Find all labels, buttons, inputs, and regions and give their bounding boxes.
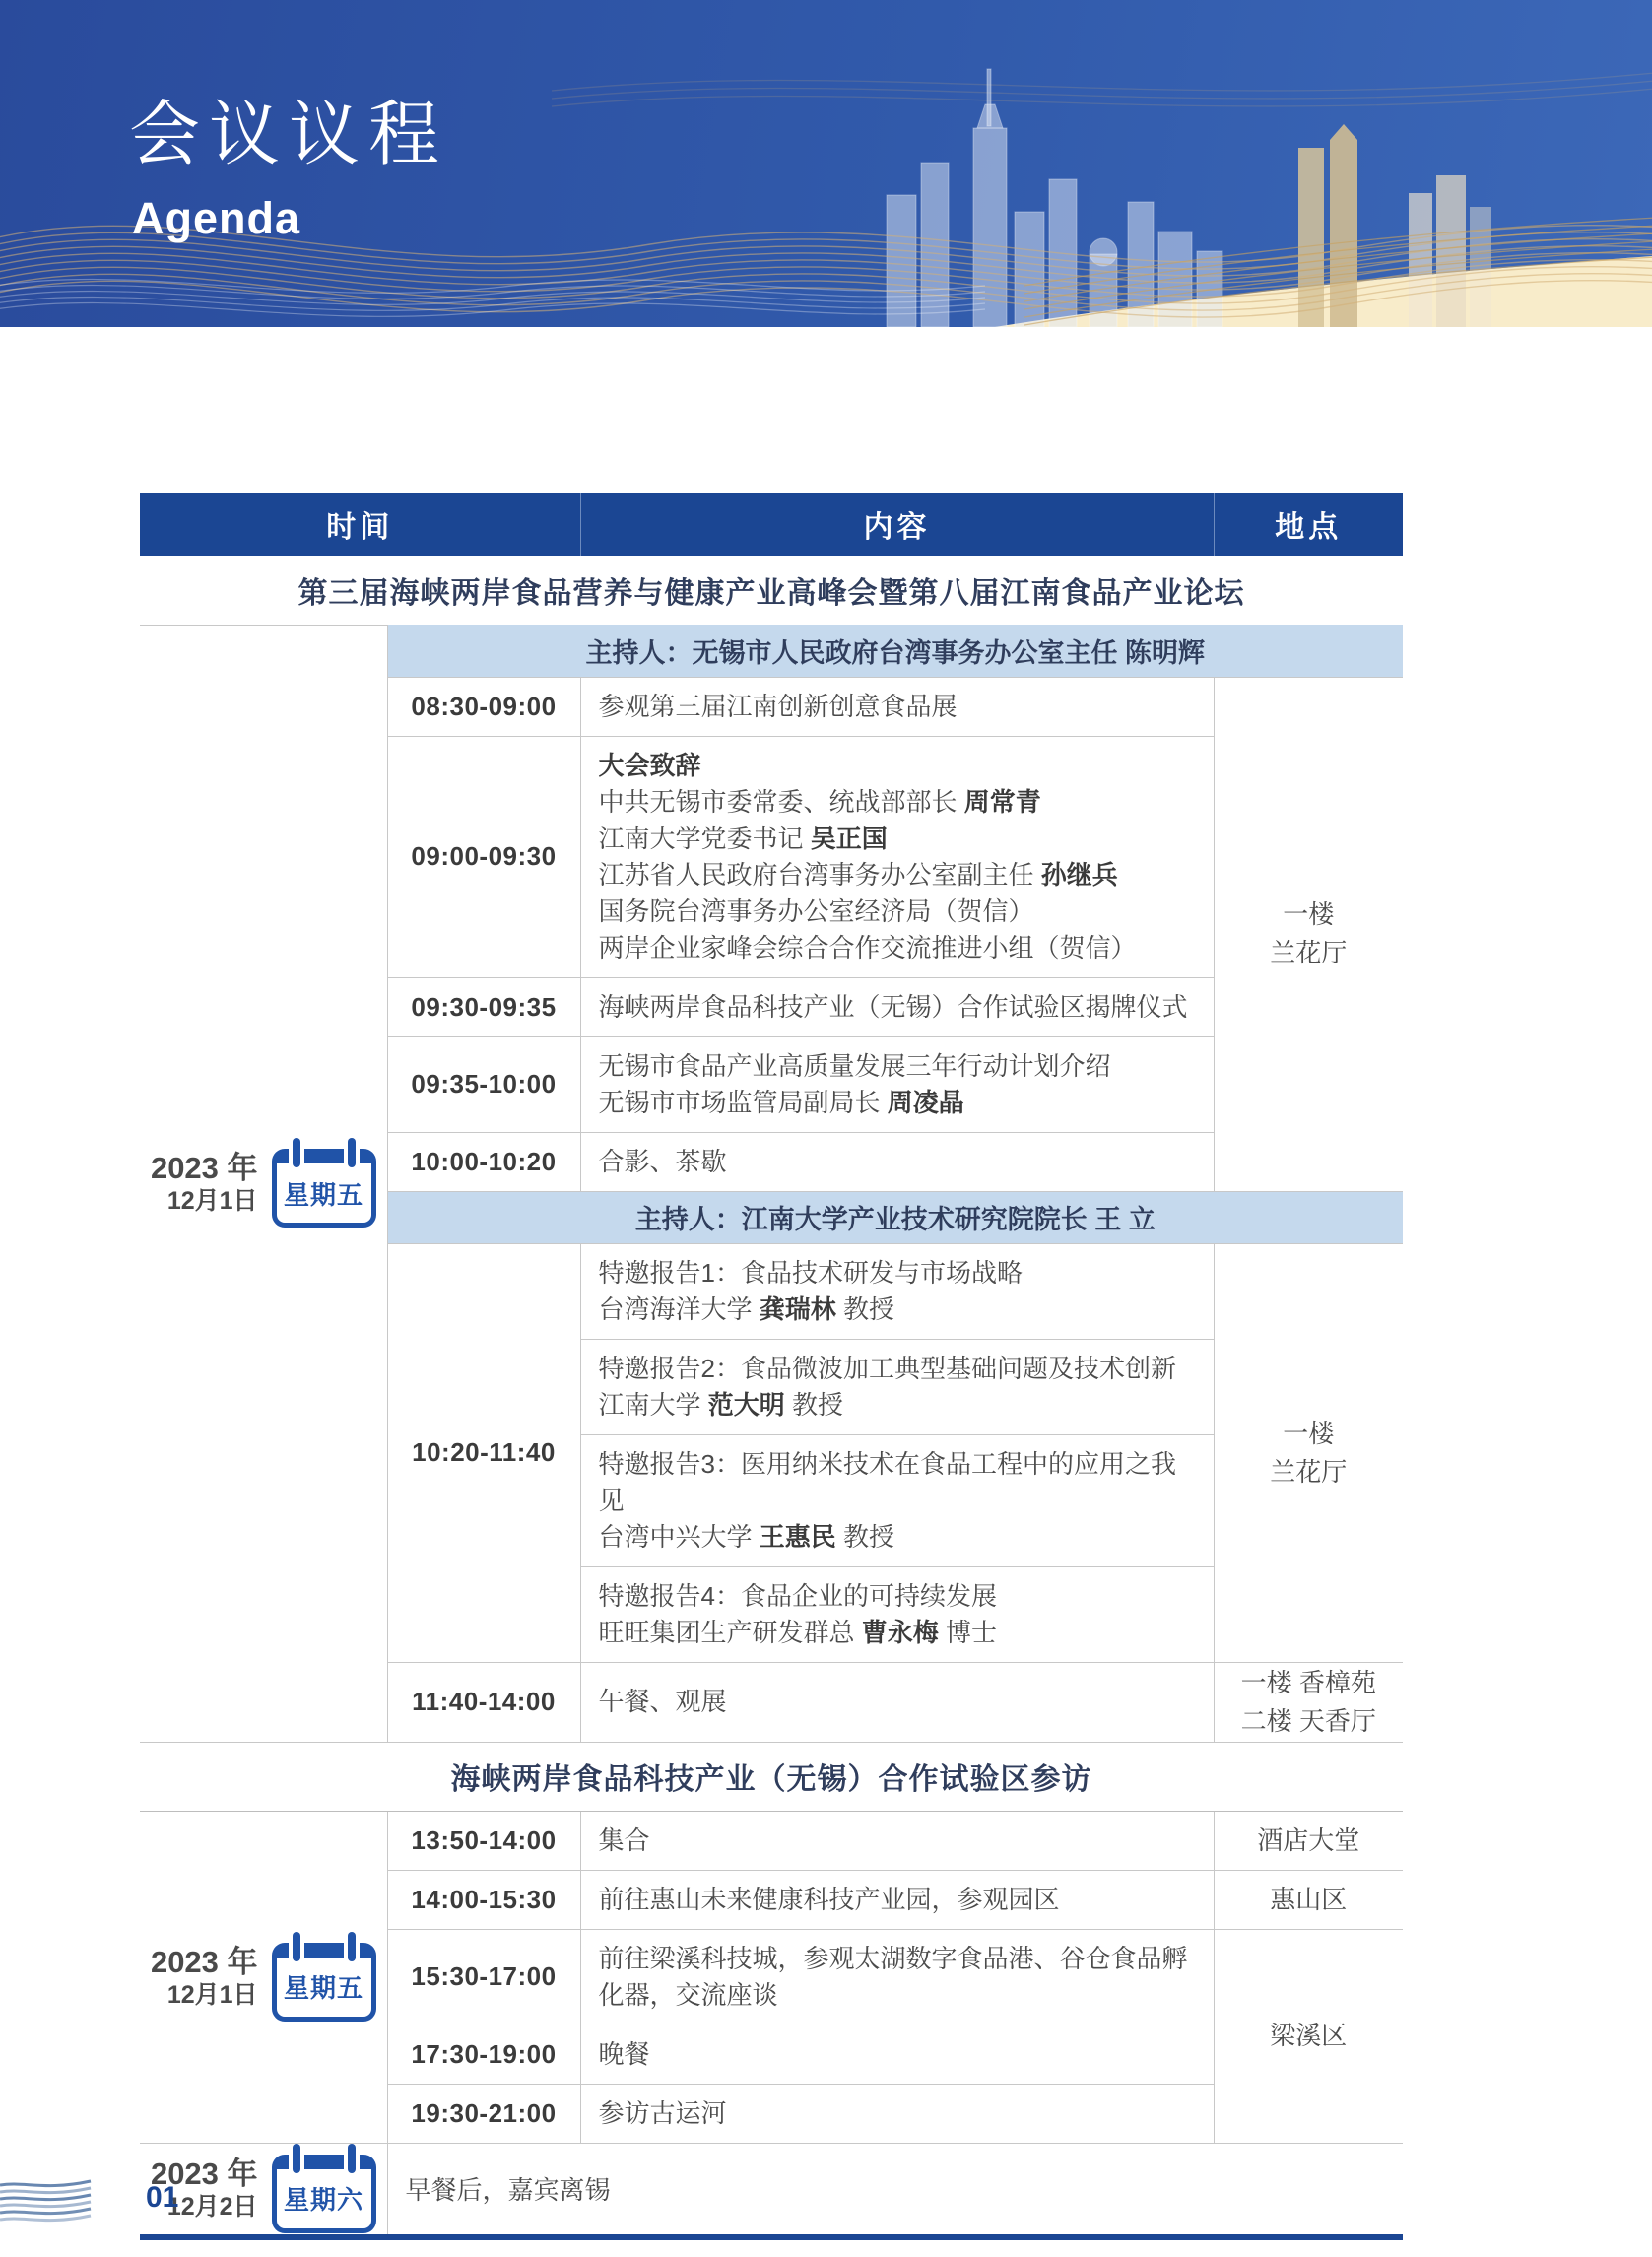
agenda-table-body xyxy=(140,556,1403,2237)
content-cell: 特邀报告3：医用纳米技术在食品工程中的应用之我见 台湾中兴大学 王惠民 教授 xyxy=(580,1434,1214,1566)
time-cell: 14:00-15:30 xyxy=(387,1870,580,1929)
content-cell: 无锡市食品产业高质量发展三年行动计划介绍 无锡市市场监管局副局长 周凌晶 xyxy=(580,1036,1214,1132)
date-label xyxy=(141,1933,386,2022)
weekday-label: 星期六 xyxy=(284,2185,364,2215)
content-cell: 晚餐 xyxy=(580,2025,1214,2084)
content-cell: 特邀报告4：食品企业的可持续发展 旺旺集团生产研发群总 曹永梅 博士 xyxy=(580,1566,1214,1662)
page-number: 01 xyxy=(146,2181,179,2214)
time-cell: 19:30-21:00 xyxy=(387,2084,580,2143)
time-cell: 10:20-11:40 xyxy=(387,1243,580,1662)
host-row xyxy=(140,625,1403,677)
content-cell: 特邀报告2：食品微波加工典型基础问题及技术创新 江南大学 范大明 教授 xyxy=(580,1339,1214,1434)
location-cell: 一楼 兰花厅 xyxy=(1214,677,1403,1191)
content-cell: 参观第三届江南创新创意食品展 xyxy=(580,677,1214,736)
time-cell: 17:30-19:00 xyxy=(387,2025,580,2084)
content-cell: 午餐、观展 xyxy=(580,1662,1214,1742)
session-host: 主持人：江南大学产业技术研究院院长 王 立 xyxy=(387,1191,1403,1243)
location-cell: 酒店大堂 xyxy=(1214,1811,1403,1870)
agenda-row xyxy=(140,2143,1403,2237)
column-header-content: 内容 xyxy=(580,493,1214,556)
date-cell xyxy=(140,625,387,1742)
time-cell: 09:35-10:00 xyxy=(387,1036,580,1132)
page-title-zh: 会议议程 xyxy=(129,96,449,174)
section-title-row xyxy=(140,1742,1403,1811)
column-header-time: 时间 xyxy=(140,493,580,556)
weekday-label: 星期五 xyxy=(284,1973,364,2003)
section-title-row xyxy=(140,556,1403,625)
date-cell xyxy=(140,1811,387,2143)
content-cell: 前往惠山未来健康科技产业园，参观园区 xyxy=(580,1870,1214,1929)
content-cell: 早餐后，嘉宾离锡 xyxy=(387,2143,1403,2237)
content-cell: 参访古运河 xyxy=(580,2084,1214,2143)
content-cell: 合影、茶歇 xyxy=(580,1132,1214,1191)
time-cell: 09:30-09:35 xyxy=(387,977,580,1036)
footer-wave-decoration xyxy=(0,2179,93,2226)
content-cell: 集合 xyxy=(580,1811,1214,1870)
time-cell: 08:30-09:00 xyxy=(387,677,580,736)
header-row xyxy=(140,493,1403,556)
time-cell: 13:50-14:00 xyxy=(387,1811,580,1870)
calendar-icon xyxy=(272,2155,376,2233)
calendar-icon xyxy=(272,1149,376,1228)
location-cell: 惠山区 xyxy=(1214,1870,1403,1929)
section-title: 海峡两岸食品科技产业（无锡）合作试验区参访 xyxy=(140,1742,1403,1811)
time-cell: 15:30-17:00 xyxy=(387,1929,580,2025)
agenda-table-header xyxy=(140,493,1403,556)
location-cell: 梁溪区 xyxy=(1214,1929,1403,2143)
date-text: 2023 年 12月1日 xyxy=(150,1151,258,1215)
section-title: 第三届海峡两岸食品营养与健康产业高峰会暨第八届江南食品产业论坛 xyxy=(297,576,1245,610)
content-cell: 前往梁溪科技城，参观太湖数字食品港、谷仓食品孵化器，交流座谈 xyxy=(580,1929,1214,2025)
page-banner xyxy=(0,0,1652,327)
date-text: 2023 年 12月2日 xyxy=(150,2156,258,2221)
content-cell: 特邀报告1：食品技术研发与市场战略 台湾海洋大学 龚瑞林 教授 xyxy=(580,1243,1214,1339)
time-cell: 11:40-14:00 xyxy=(387,1662,580,1742)
location-cell: 一楼 香樟苑 二楼 天香厅 xyxy=(1214,1662,1403,1742)
agenda-row xyxy=(140,1811,1403,1870)
content-cell: 大会致辞 中共无锡市委常委、统战部部长 周常青 江南大学党委书记 吴正国 江苏省人民政府台湾事务办公室副主任 孙继兵 国务院台湾事务办公室经济局（贺信） 两岸企业家峰会综合合作交流推进小组（贺信） xyxy=(580,736,1214,977)
agenda-table xyxy=(140,493,1403,2240)
location-cell: 一楼 兰花厅 xyxy=(1214,1243,1403,1662)
page-title-en: Agenda xyxy=(132,193,301,243)
calendar-icon xyxy=(272,1943,376,2022)
column-header-location: 地点 xyxy=(1214,493,1403,556)
time-cell: 10:00-10:20 xyxy=(387,1132,580,1191)
session-host: 主持人：无锡市人民政府台湾事务办公室主任 陈明辉 xyxy=(387,625,1403,677)
time-cell: 09:00-09:30 xyxy=(387,736,580,977)
weekday-label: 星期五 xyxy=(284,1179,364,1210)
content-cell: 海峡两岸食品科技产业（无锡）合作试验区揭牌仪式 xyxy=(580,977,1214,1036)
date-text: 2023 年 12月1日 xyxy=(150,1944,258,2009)
date-label xyxy=(141,1139,386,1228)
